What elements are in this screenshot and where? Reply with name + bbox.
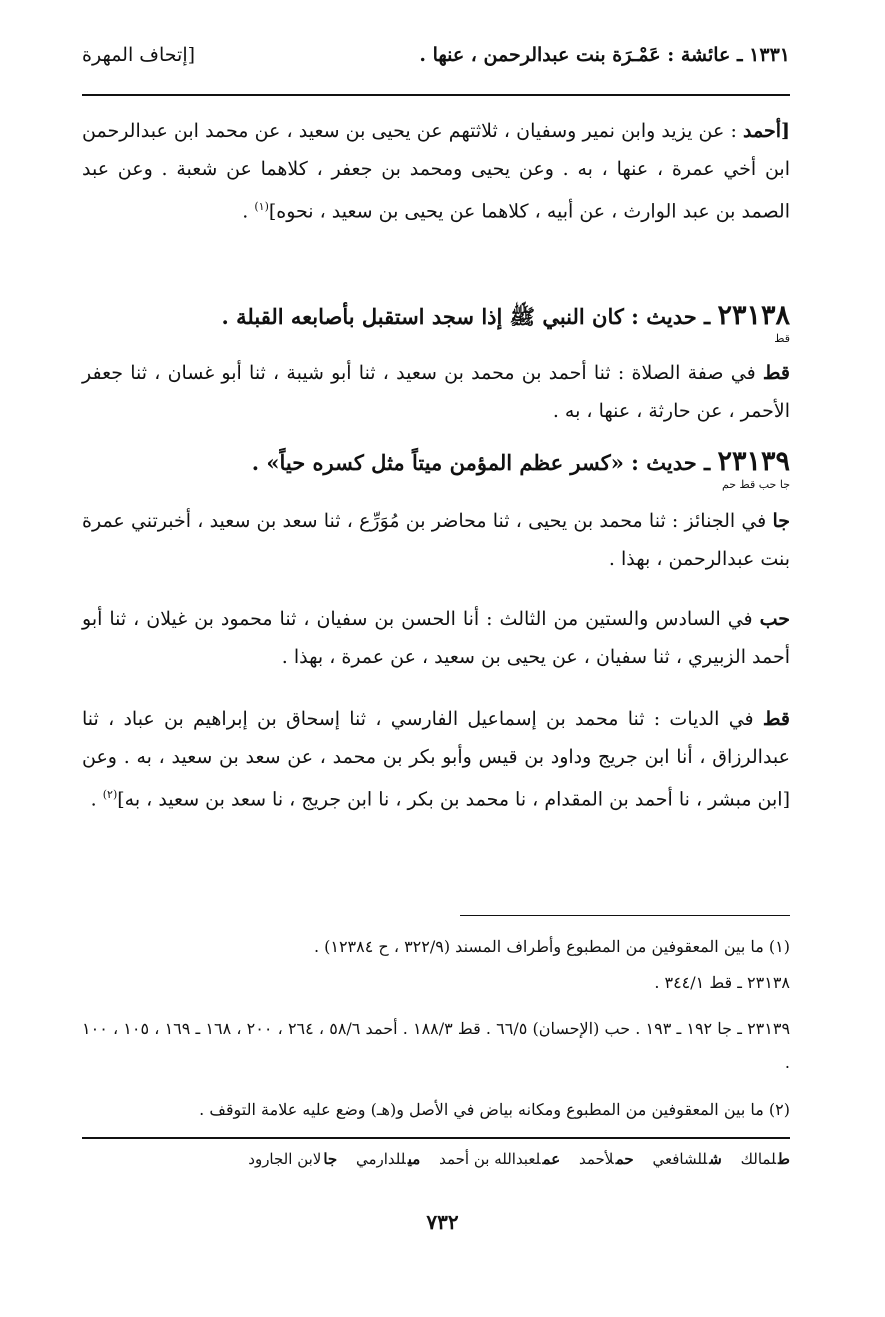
page-number: ٧٣٢ <box>426 1210 459 1234</box>
hadith-heading <box>82 300 790 344</box>
source-lead: [أحمد <box>743 120 790 142</box>
legend-label: للدارمي <box>355 1150 406 1168</box>
legend-key: مي <box>407 1150 421 1168</box>
reference-23138: ٢٣١٣٨ ـ قط ٣٤٤/١ . <box>654 973 790 992</box>
legend-key: جا <box>323 1150 338 1168</box>
footnote-1: (١) ما بين المعقوفين من المطبوع وأطراف المسند (٣٢٢/٩ ، ح ١٢٣٨٤) . <box>313 937 790 956</box>
legend-label: لأحمد <box>578 1150 614 1168</box>
footnote-rule <box>460 915 790 916</box>
paragraph-daraqutni-diyat <box>82 700 790 818</box>
legend-key: ش <box>709 1150 722 1168</box>
hadith-title: ـ حديث : «كسر عظم المؤمن ميتاً مثل كسره حياً» . <box>251 450 718 475</box>
legend-item <box>741 1150 790 1168</box>
paragraph-hibban <box>82 600 790 676</box>
paragraph-end: . <box>90 788 103 811</box>
legend-label: لابن الجارود <box>248 1150 322 1168</box>
source-lead: جا <box>772 510 790 532</box>
paragraph-end: . <box>242 200 255 223</box>
hadith-heading <box>82 446 790 490</box>
legend-key: عم <box>542 1150 561 1168</box>
legend-item <box>439 1150 560 1168</box>
paragraph-text: في صفة الصلاة : ثنا أحمد بن محمد بن سعيد ، ثنا أبو شيبة ، ثنا أبو غسان ، ثنا جعفر الأحمر ، عن حارثة ، عنها ، به . <box>82 362 790 422</box>
legend-item <box>356 1150 420 1168</box>
paragraph-daraqutni-salat <box>82 354 790 430</box>
legend-item <box>652 1150 721 1168</box>
legend-item <box>248 1150 337 1168</box>
hadith-number: ٢٣١٣٨ <box>717 300 790 331</box>
paragraph-text: في السادس والستين من الثالث : أنا الحسن بن سفيان ، ثنا محمود بن غيلان ، ثنا أبو أحمد الزبيري ، ثنا سفيان ، عن يحيى بن سعيد ، عن عمرة ، بهذا . <box>82 608 790 668</box>
legend-label: لمالك <box>740 1150 777 1168</box>
paragraph-ahmad <box>82 112 790 230</box>
footnote-marker: (٢) <box>102 788 118 801</box>
source-lead: حب <box>759 608 790 630</box>
running-header <box>82 44 790 84</box>
abbreviation-legend <box>82 1150 790 1168</box>
paragraph-jarud <box>82 502 790 578</box>
hadith-title: ـ حديث : كان النبي ﷺ إذا سجد استقبل بأصابعه القبلة . <box>221 304 718 329</box>
paragraph-text: في الجنائز : ثنا محمد بن يحيى ، ثنا محاضر بن مُوَرِّع ، ثنا سعد بن سعيد ، أخبرتني عمرة بنت عبدالرحمن ، بهذا . <box>82 510 790 570</box>
legend-rule <box>82 1137 790 1139</box>
header-book-title: [إتحاف المهرة <box>82 44 196 66</box>
hadith-number: ٢٣١٣٩ <box>717 446 790 477</box>
footnote-2: (٢) ما بين المعقوفين من المطبوع ومكانه بياض في الأصل و(هـ) وضع عليه علامة التوقف . <box>199 1100 790 1119</box>
hadith-sigla: قط <box>774 332 790 345</box>
legend-item <box>579 1150 634 1168</box>
legend-key: ط <box>778 1150 790 1168</box>
legend-key: حم <box>615 1150 634 1168</box>
source-lead: قط <box>762 362 790 384</box>
paragraph-text: في الديات : ثنا محمد بن إسماعيل الفارسي ، ثنا إسحاق بن إبراهيم بن عباد ، ثنا عبدالرزاق ، أنا ابن جريج وداود بن قيس وأبو بكر بن محمد ، عن سعد بن سعيد ، به . وعن [ابن مبشر ، نا أحمد بن المقدام ، نا محمد بن بكر ، نا ابن جريج ، نا سعد بن سعيد ، به] <box>82 708 790 811</box>
source-lead: قط <box>762 708 790 730</box>
header-rule <box>82 94 790 96</box>
paragraph-text: : عن يزيد وابن نمير وسفيان ، ثلاثتهم عن يحيى بن سعيد ، عن محمد ابن عبدالرحمن ابن أخي عمرة ، عنها ، به . وعن يحيى ومحمد بن جعفر ، كلاهما عن شعبة . وعن عبد الصمد بن عبد الوارث ، عن أبيه ، كلاهما عن يحيى بن سعيد ، نحوه] <box>82 120 790 223</box>
reference-23139: ٢٣١٣٩ ـ جا ١٩٢ ـ ١٩٣ . حب (الإحسان) ٦٦/٥ . قط ١٨٨/٣ . أحمد ٥٨/٦ ، ٢٦٤ ، ٢٠٠ ، ١٦٨ ـ ١٦٩ ، ١٠٥ ، ١٠٠ . <box>82 1019 791 1072</box>
legend-label: للشافعي <box>652 1150 708 1168</box>
legend-label: لعبدالله بن أحمد <box>439 1150 541 1168</box>
header-title: ١٣٣١ ـ عائشة : عَمْـرَة بنت عبدالرحمن ، عنها . <box>419 44 790 66</box>
footnote-marker: (١) <box>254 200 269 213</box>
hadith-sigla: جا حب قط حم <box>721 478 790 491</box>
